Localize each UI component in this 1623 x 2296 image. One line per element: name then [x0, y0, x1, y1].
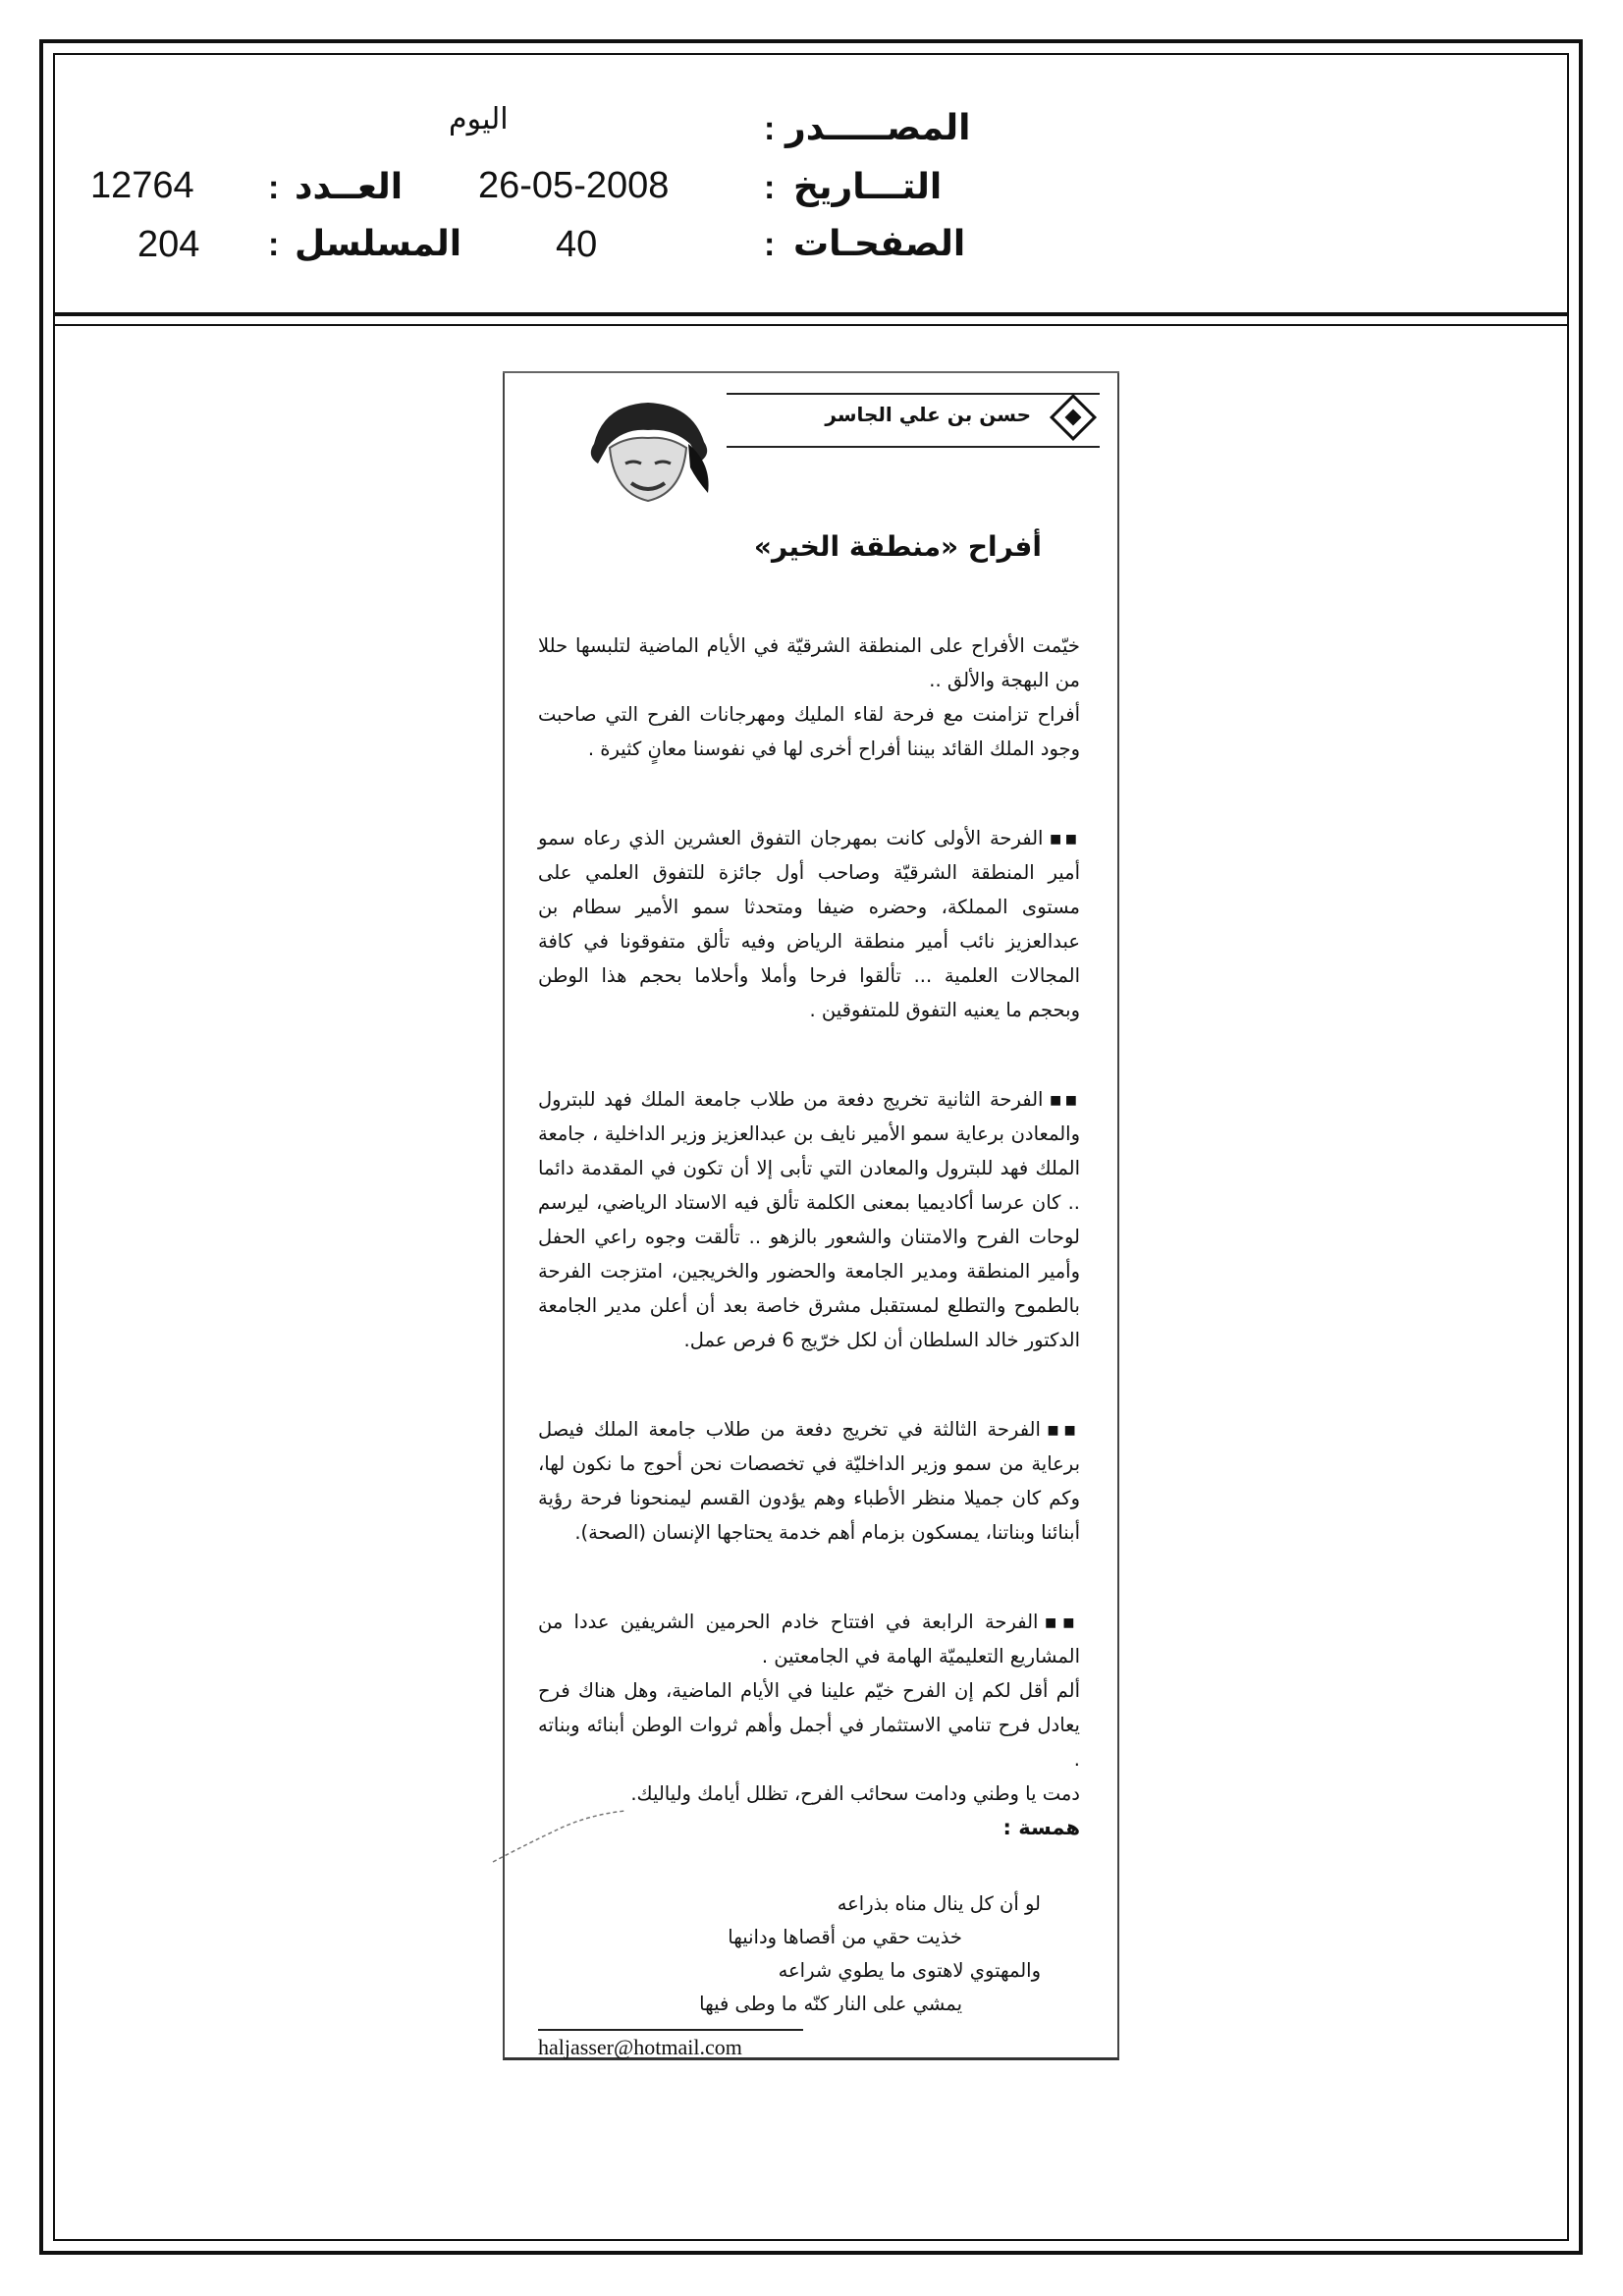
serial-value: 204 — [137, 224, 200, 265]
article-headline: أفراح «منطقة الخير» — [753, 530, 1042, 563]
bullet-icon: ▪▪ — [1049, 827, 1080, 849]
clipping-top-edge — [503, 371, 1119, 373]
date-value: 26-05-2008 — [478, 165, 670, 206]
bullet-icon: ▪▪ — [1049, 1088, 1080, 1111]
paragraph-text: الفرحة الأولى كانت بمهرجان التفوق العشرين الذي رعاه سمو أمير المنطقة الشرقيّة وصاحب أول جائزة للتفوق العلمي على مستوى المملكة، وحضره ضيفا ومتحدثا سمو الأمير سطام بن عبدالعزيز نائب أمير منطقة الرياض وفيه تألق متفوقونا في كافة المجالات العلمية ... تألقوا فرحا وأملا وأحلاما بحجم هذا الوطن وبحجم ما يعنيه التفوق للمتفوقين . — [538, 827, 1080, 1021]
source-label: المصـــــدر — [785, 108, 971, 148]
hamsa-heading: همسة : — [1002, 1816, 1080, 1839]
poem-line: خذيت حقي من أقصاها ودانيها — [728, 1926, 962, 1948]
paragraph-text: الفرحة الثالثة في تخريج دفعة من طلاب جامعة الملك فيصل برعاية من سمو وزير الداخليّة في تخصصات نحن أحوج ما نكون لها، وكم كان جميلا منظر الأطباء وهم يؤدون القسم ليمنحونا فرحة رؤية أبنائنا وبناتنا، يمسكون بزمام أهم خدمة يحتاجها الإنسان (الصحة). — [538, 1418, 1080, 1544]
pages-colon: : — [764, 226, 776, 263]
article-body — [538, 629, 1080, 1845]
paragraph-third-joy — [538, 1412, 1080, 1550]
issue-colon: : — [268, 169, 280, 206]
paragraph-second-joy — [538, 1082, 1080, 1357]
date-colon: : — [764, 169, 776, 206]
pages-value: 40 — [556, 224, 598, 265]
intro-paragraph: خيّمت الأفراح على المنطقة الشرقيّة في الأيام الماضية لتلبسها حللا من البهجة والألق .. — [538, 634, 1080, 691]
paragraph-text: الفرحة الثانية تخريج دفعة من طلاب جامعة الملك فهد للبترول والمعادن برعاية سمو الأمير نايف بن عبدالعزيز وزير الداخلية ، جامعة الملك فهد للبترول والمعادن التي تأبى إلا أن تكون في المقدمة دائما .. كان عرسا أكاديميا بمعنى الكلمة تألق فيه الاستاد الرياضي، ليرسم لوحات الفرح والامتنان والشعور بالزهو .. تألقت وجوه راعي الحفل وأمير المنطقة ومدير الجامعة والحضور والخريجين، امتزجت الفرحة بالطموح والتطلع لمستقبل مشرق خاصة بعد أن أعلن مدير الجامعة الدكتور خالد السلطان أن لكل خرّيج 6 فرص عمل. — [538, 1088, 1080, 1351]
serial-label: المسلسل — [295, 224, 462, 264]
header-divider — [53, 312, 1569, 316]
poem-line: لو أن كل ينال مناه بذراعه — [837, 1892, 1041, 1915]
paragraph-farewell: دمت يا وطني ودامت سحائب الفرح، تظلل أيامك ولياليك. — [630, 1782, 1080, 1805]
pen-mark — [491, 1807, 628, 1866]
intro-paragraph-2: أفراح تزامنت مع فرحة لقاء المليك ومهرجانات الفرح التي صاحبت وجود الملك القائد بيننا أفراح أخرى لها في نفوسنا معانٍ كثيرة . — [538, 703, 1080, 760]
author-photo — [574, 385, 722, 513]
bullet-icon: ▪▪ — [1044, 1611, 1080, 1633]
serial-colon: : — [268, 226, 280, 263]
date-label: التـــاريخ — [793, 167, 943, 207]
header-divider-thin — [53, 324, 1569, 326]
author-bar — [727, 393, 1100, 448]
issue-value: 12764 — [90, 165, 194, 206]
poem-line: يمشي على النار كنّه ما وطى فيها — [699, 1993, 962, 2015]
bullet-icon: ▪▪ — [1046, 1418, 1081, 1441]
paragraph-text: الفرحة الرابعة في افتتاح خادم الحرمين الشريفين عددا من المشاريع التعليميّة الهامة في الجامعتين . — [538, 1611, 1080, 1667]
author-email: haljasser@hotmail.com — [538, 2035, 742, 2059]
signature-divider — [538, 2029, 803, 2031]
source-value: اليوم — [449, 102, 509, 137]
poem-line: والمهتوي لاهتوى ما يطوي شراعه — [778, 1959, 1041, 1982]
diamond-icon — [1050, 394, 1097, 441]
paragraph-fourth-joy — [538, 1605, 1080, 1673]
issue-label: العــدد — [295, 167, 404, 207]
pages-label: الصفحـات — [793, 224, 966, 264]
paragraph-first-joy — [538, 821, 1080, 1027]
poem-block — [538, 1887, 1080, 2021]
paragraph-closing: ألم أقل لكم إن الفرح خيّم علينا في الأيام الماضية، وهل هناك فرح يعادل فرح تنامي الاستثمار في أجمل وأهم ثروات الوطن أبنائه وبناته . — [538, 1679, 1080, 1771]
author-name: حسن بن علي الجاسر — [825, 403, 1031, 426]
source-colon: : — [764, 110, 776, 147]
